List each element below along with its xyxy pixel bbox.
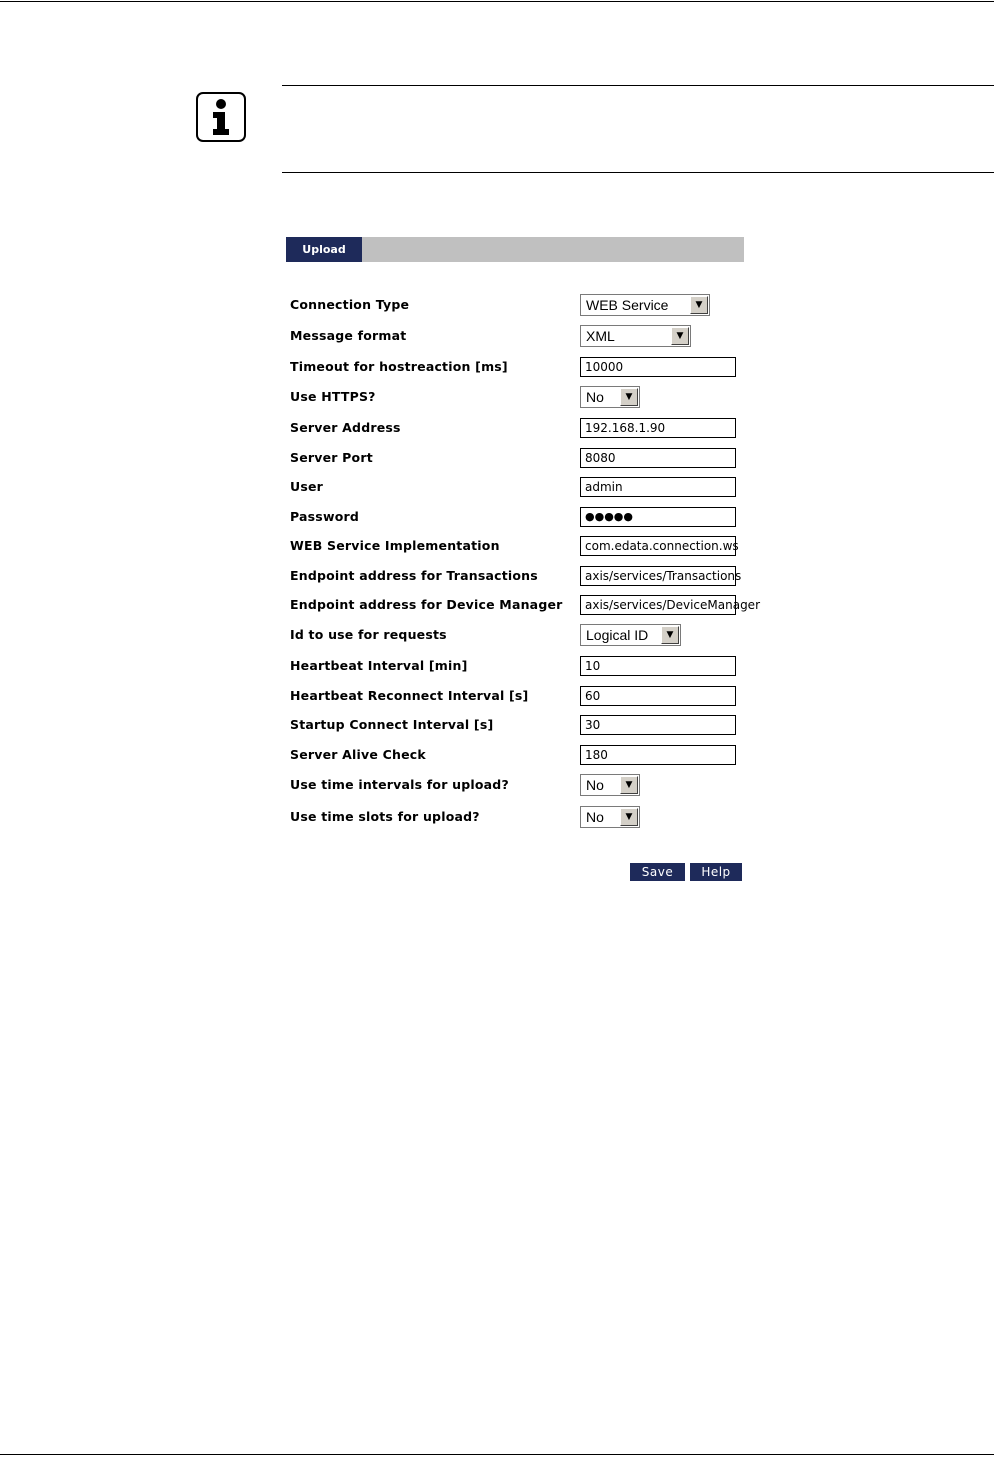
save-button[interactable]: Save xyxy=(630,863,685,881)
server-port-input[interactable]: 8080 xyxy=(580,448,736,468)
user-input[interactable]: admin xyxy=(580,477,736,497)
id-for-requests-label: Id to use for requests xyxy=(290,627,447,642)
row-id-for-requests xyxy=(290,624,750,646)
use-https-select[interactable] xyxy=(580,386,640,408)
note-rule-bottom xyxy=(282,172,994,173)
server-address-label: Server Address xyxy=(290,420,401,435)
web-service-impl-input[interactable]: com.edata.connection.ws xyxy=(580,536,736,556)
row-time-intervals xyxy=(290,774,750,796)
timeout-input[interactable]: 10000 xyxy=(580,357,736,377)
timeout-label: Timeout for hostreaction [ms] xyxy=(290,359,508,374)
server-port-label: Server Port xyxy=(290,450,373,465)
connection-type-value: WEB Service xyxy=(586,297,669,313)
info-icon xyxy=(196,92,246,142)
row-server-address xyxy=(290,417,750,439)
password-input[interactable]: ●●●●● xyxy=(580,507,736,527)
startup-connect-input[interactable]: 30 xyxy=(580,715,736,735)
endpoint-transactions-input[interactable]: axis/services/Transactions xyxy=(580,566,736,586)
time-slots-label: Use time slots for upload? xyxy=(290,809,480,824)
time-intervals-value: No xyxy=(586,777,604,793)
connection-type-select[interactable] xyxy=(580,294,710,316)
server-address-input[interactable]: 192.168.1.90 xyxy=(580,418,736,438)
row-server-alive xyxy=(290,744,750,766)
row-endpoint-transactions xyxy=(290,565,750,587)
time-slots-value: No xyxy=(586,809,604,825)
row-time-slots xyxy=(290,806,750,828)
row-server-port xyxy=(290,447,750,469)
user-label: User xyxy=(290,479,324,494)
time-slots-select[interactable] xyxy=(580,806,640,828)
web-service-impl-label: WEB Service Implementation xyxy=(290,538,500,553)
id-for-requests-value: Logical ID xyxy=(586,627,649,643)
row-web-service-impl xyxy=(290,535,750,557)
heartbeat-reconnect-input[interactable]: 60 xyxy=(580,686,736,706)
row-connection-type xyxy=(290,294,750,316)
heartbeat-interval-input[interactable]: 10 xyxy=(580,656,736,676)
server-alive-input[interactable]: 180 xyxy=(580,745,736,765)
chevron-down-icon[interactable]: ▼ xyxy=(620,776,638,794)
row-use-https xyxy=(290,386,750,408)
page-top-rule xyxy=(0,1,994,2)
startup-connect-label: Startup Connect Interval [s] xyxy=(290,717,494,732)
chevron-down-icon[interactable]: ▼ xyxy=(620,388,638,406)
time-intervals-label: Use time intervals for upload? xyxy=(290,777,509,792)
endpoint-transactions-label: Endpoint address for Transactions xyxy=(290,568,538,583)
endpoint-device-manager-label: Endpoint address for Device Manager xyxy=(290,597,563,612)
chevron-down-icon[interactable]: ▼ xyxy=(690,296,708,314)
help-button[interactable]: Help xyxy=(690,863,742,881)
page-bottom-rule xyxy=(0,1454,994,1455)
row-heartbeat-reconnect xyxy=(290,685,750,707)
tab-upload[interactable]: Upload xyxy=(286,237,362,262)
message-format-select[interactable] xyxy=(580,325,691,347)
row-password xyxy=(290,506,750,528)
message-format-value: XML xyxy=(586,328,615,344)
password-label: Password xyxy=(290,509,359,524)
endpoint-device-manager-input[interactable]: axis/services/DeviceManager xyxy=(580,595,736,615)
heartbeat-reconnect-label: Heartbeat Reconnect Interval [s] xyxy=(290,688,529,703)
connection-type-label: Connection Type xyxy=(290,297,410,312)
note-rule-top xyxy=(282,85,994,86)
panel-header xyxy=(286,237,744,262)
id-for-requests-select[interactable] xyxy=(580,624,681,646)
server-alive-label: Server Alive Check xyxy=(290,747,426,762)
time-intervals-select[interactable] xyxy=(580,774,640,796)
row-timeout xyxy=(290,356,750,378)
message-format-label: Message format xyxy=(290,328,407,343)
row-endpoint-device-manager xyxy=(290,594,761,616)
chevron-down-icon[interactable]: ▼ xyxy=(661,626,679,644)
chevron-down-icon[interactable]: ▼ xyxy=(620,808,638,826)
use-https-label: Use HTTPS? xyxy=(290,389,376,404)
chevron-down-icon[interactable]: ▼ xyxy=(671,327,689,345)
row-startup-connect xyxy=(290,714,750,736)
row-user xyxy=(290,476,750,498)
heartbeat-interval-label: Heartbeat Interval [min] xyxy=(290,658,468,673)
row-heartbeat-interval xyxy=(290,655,750,677)
use-https-value: No xyxy=(586,389,604,405)
row-message-format xyxy=(290,325,750,347)
